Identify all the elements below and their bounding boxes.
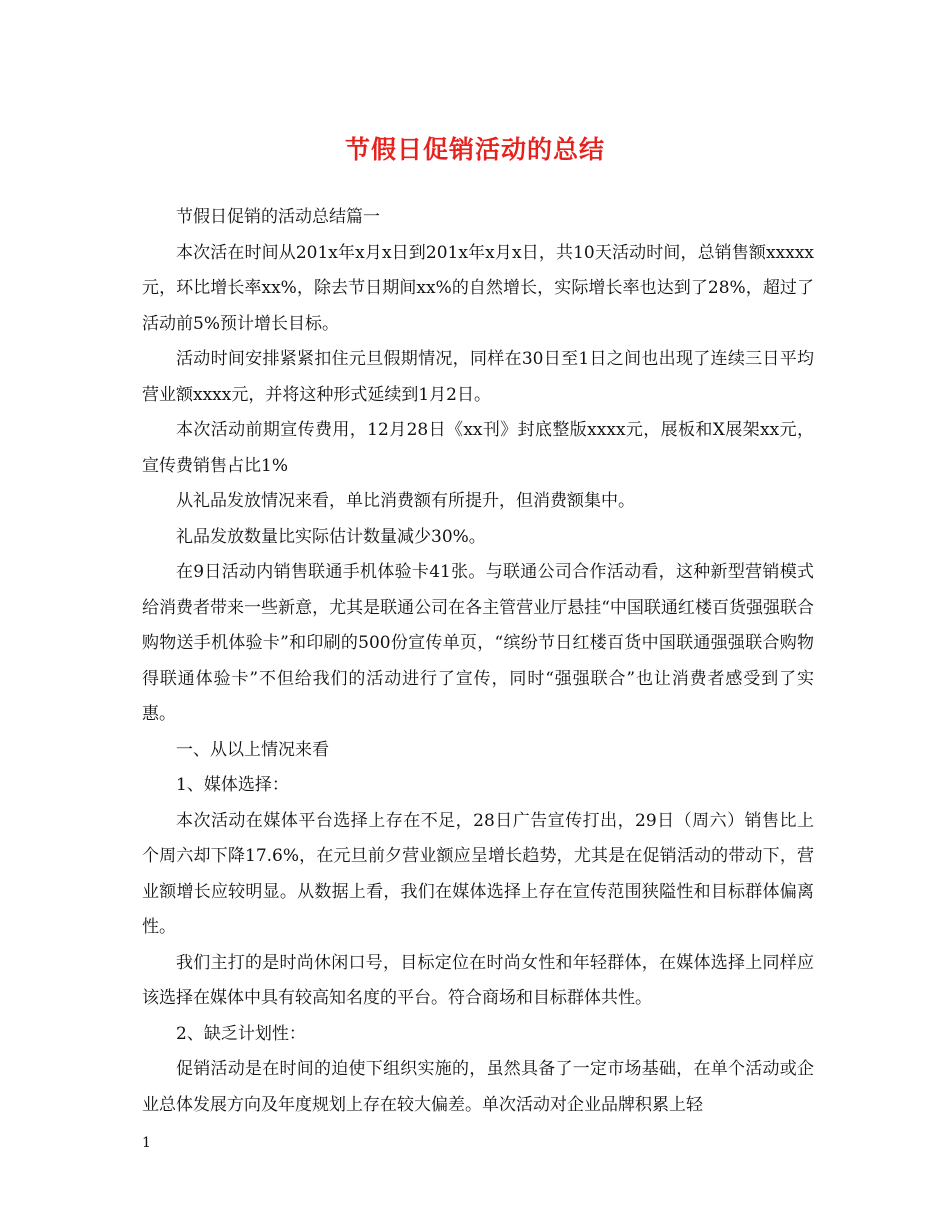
- document-body: [142, 200, 814, 1123]
- page-number: 1: [142, 1135, 151, 1151]
- paragraph-sales-summary: 本次活在时间从201x年x月x日到201x年x月x日，共10天活动时间，总销售额xxxxx元，环比增长率xx%，除去节日期间xx%的自然增长，实际增长率也达到了28%，超过了活动前5%预计增长目标。: [142, 242, 814, 334]
- paragraph-analysis-heading: 一、从以上情况来看: [176, 739, 329, 760]
- paragraph-unicom-cooperation: 在9日活动内销售联通手机体验卡41张。与联通公司合作活动看，这种新型营销模式给消费者带来一些新意，尤其是联通公司在各主管营业厅悬挂“中国联通红楼百货强强联合购物送手机体验卡”和印刷的500份宣传单页，“缤纷节日红楼百货中国联通强强联合购物得联通体验卡”不但给我们的活动进行了宣传，同时“强强联合”也让消费者感受到了实惠。: [142, 562, 814, 724]
- paragraph-planning-analysis: 促销活动是在时间的迫使下组织实施的，虽然具备了一定市场基础，在单个活动或企业总体发展方向及年度规划上存在较大偏差。单次活动对企业品牌积累上轻: [142, 1059, 814, 1115]
- paragraph-promotion-cost: 本次活动前期宣传费用，12月28日《xx刊》封底整版xxxx元，展板和X展架xx元，宣传费销售占比1%: [142, 420, 814, 476]
- paragraph-gift-quantity: 礼品发放数量比实际估计数量减少30%。: [176, 526, 486, 547]
- paragraph-target-audience: 我们主打的是时尚休闲口号，目标定位在时尚女性和年轻群体，在媒体选择上同样应该选择在媒体中具有较高知名度的平台。符合商场和目标群体共性。: [142, 952, 814, 1008]
- paragraph-schedule: 活动时间安排紧紧扣住元旦假期情况，同样在30日至1日之间也出现了连续三日平均营业额xxxx元，并将这种形式延续到1月2日。: [142, 349, 814, 405]
- paragraph-media-heading: 1、媒体选择：: [176, 775, 289, 795]
- paragraph-section-heading: 节假日促销的活动总结篇一: [176, 207, 380, 227]
- paragraph-gift-distribution: 从礼品发放情况来看，单比消费额有所提升，但消费额集中。: [176, 491, 635, 511]
- document-title: 节假日促销活动的总结: [344, 135, 605, 164]
- paragraph-planning-heading: 2、缺乏计划性：: [176, 1023, 306, 1044]
- paragraph-media-analysis: 本次活动在媒体平台选择上存在不足，28日广告宣传打出，29日（周六）销售比上个周六却下降17.6%，在元旦前夕营业额应呈增长趋势，尤其是在促销活动的带动下，营业额增长应较明显。从数据上看，我们在媒体选择上存在宣传范围狭隘性和目标群体偏离性。: [142, 810, 814, 937]
